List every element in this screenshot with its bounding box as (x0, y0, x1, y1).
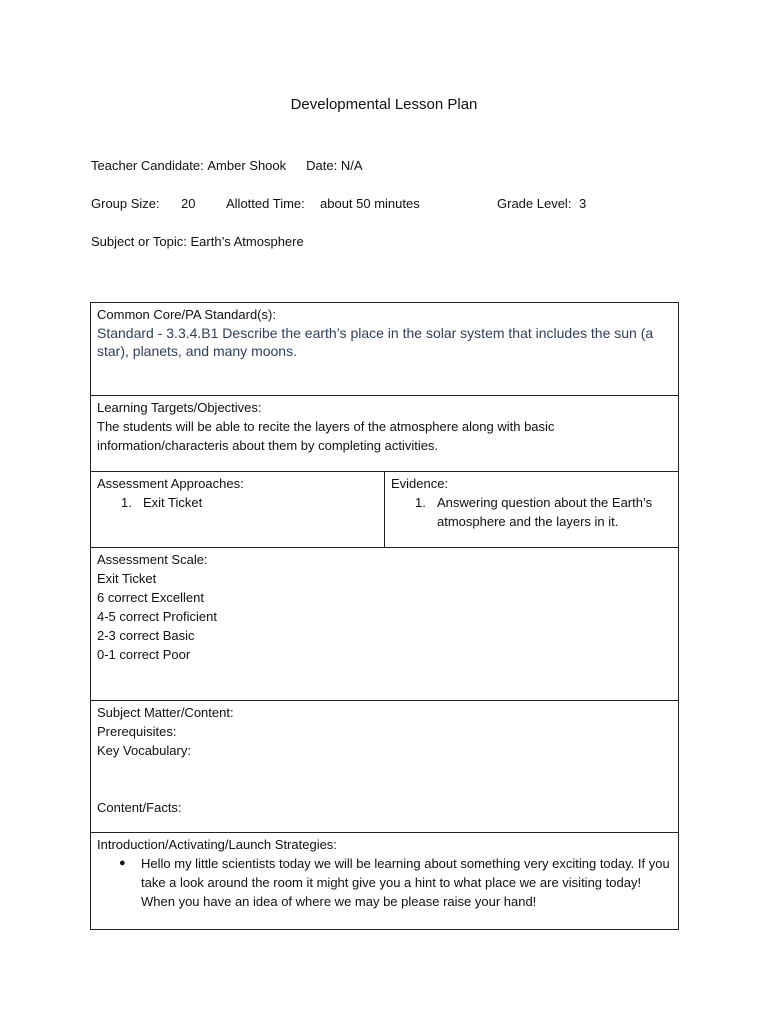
group-line (91, 196, 586, 211)
grade-value: 3 (579, 196, 587, 211)
scale-line: 2-3 correct Basic (97, 628, 195, 643)
page-title: Developmental Lesson Plan (290, 96, 478, 113)
subject-matter-row (91, 701, 679, 833)
time-label: Allotted Time: (226, 196, 305, 211)
assessment-label: Assessment Approaches: (97, 476, 244, 491)
scale-label: Assessment Scale: (97, 552, 208, 567)
teacher-name: Amber Shook (207, 158, 287, 173)
scale-row (91, 548, 679, 701)
grade-label: Grade Level: (497, 196, 572, 211)
subject-label: Subject or Topic: (91, 234, 187, 249)
list-item: 1. Answering question about the Earth’s atmosphere and the layers in it. (415, 495, 653, 529)
objectives-row (91, 396, 679, 472)
list-item: 1. Exit Ticket (121, 495, 203, 510)
teacher-line (91, 158, 363, 173)
intro-list (97, 854, 672, 911)
subject-matter-cell (91, 701, 679, 833)
assessment-list (97, 493, 378, 512)
subject-matter-label: Subject Matter/Content: (97, 705, 234, 720)
time-value: about 50 minutes (320, 196, 420, 211)
subject-value: Earth’s Atmosphere (190, 234, 304, 249)
content-facts-label: Content/Facts: (97, 800, 182, 815)
lesson-plan-table (90, 302, 679, 930)
intro-cell (91, 833, 679, 930)
objectives-cell (91, 396, 679, 472)
scale-line: Exit Ticket (97, 571, 157, 586)
teacher-label: Teacher Candidate: (91, 158, 204, 173)
objectives-label: Learning Targets/Objectives: (97, 400, 262, 415)
standards-cell (91, 303, 679, 396)
date-label: Date: (306, 158, 338, 173)
scale-line: 0-1 correct Poor (97, 647, 191, 662)
scale-line: 6 correct Excellent (97, 590, 204, 605)
date-value: N/A (340, 158, 363, 173)
evidence-cell (385, 472, 679, 548)
evidence-list (391, 493, 672, 531)
list-item: ● Hello my little scientists today we will be learning about something very exciting today. If you take a look around the room it might give you a hint to what place we are visiting today! When you have an idea of where we may be please raise your hand! (119, 856, 670, 909)
scale-cell (91, 548, 679, 701)
intro-row (91, 833, 679, 930)
intro-label: Introduction/Activating/Launch Strategies: (97, 837, 337, 852)
subject-line (91, 234, 304, 249)
assessment-cell (91, 472, 385, 548)
key-vocabulary-label: Key Vocabulary: (97, 743, 191, 758)
assessment-row (91, 472, 679, 548)
objectives-text: The students will be able to recite the layers of the atmosphere along with basic information/characteris about them by completing activities. (97, 419, 555, 453)
group-size-value: 20 (181, 196, 196, 211)
evidence-label: Evidence: (391, 476, 449, 491)
bullet-icon: ● (119, 857, 126, 869)
prerequisites-label: Prerequisites: (97, 724, 177, 739)
group-size-label: Group Size: (91, 196, 160, 211)
standards-row (91, 303, 679, 396)
standards-label: Common Core/PA Standard(s): (97, 307, 276, 322)
scale-line: 4-5 correct Proficient (97, 609, 217, 624)
standards-text: Standard - 3.3.4.B1 Describe the earth’s place in the solar system that includes the sun (a star), planets, and many moons. (97, 325, 654, 359)
